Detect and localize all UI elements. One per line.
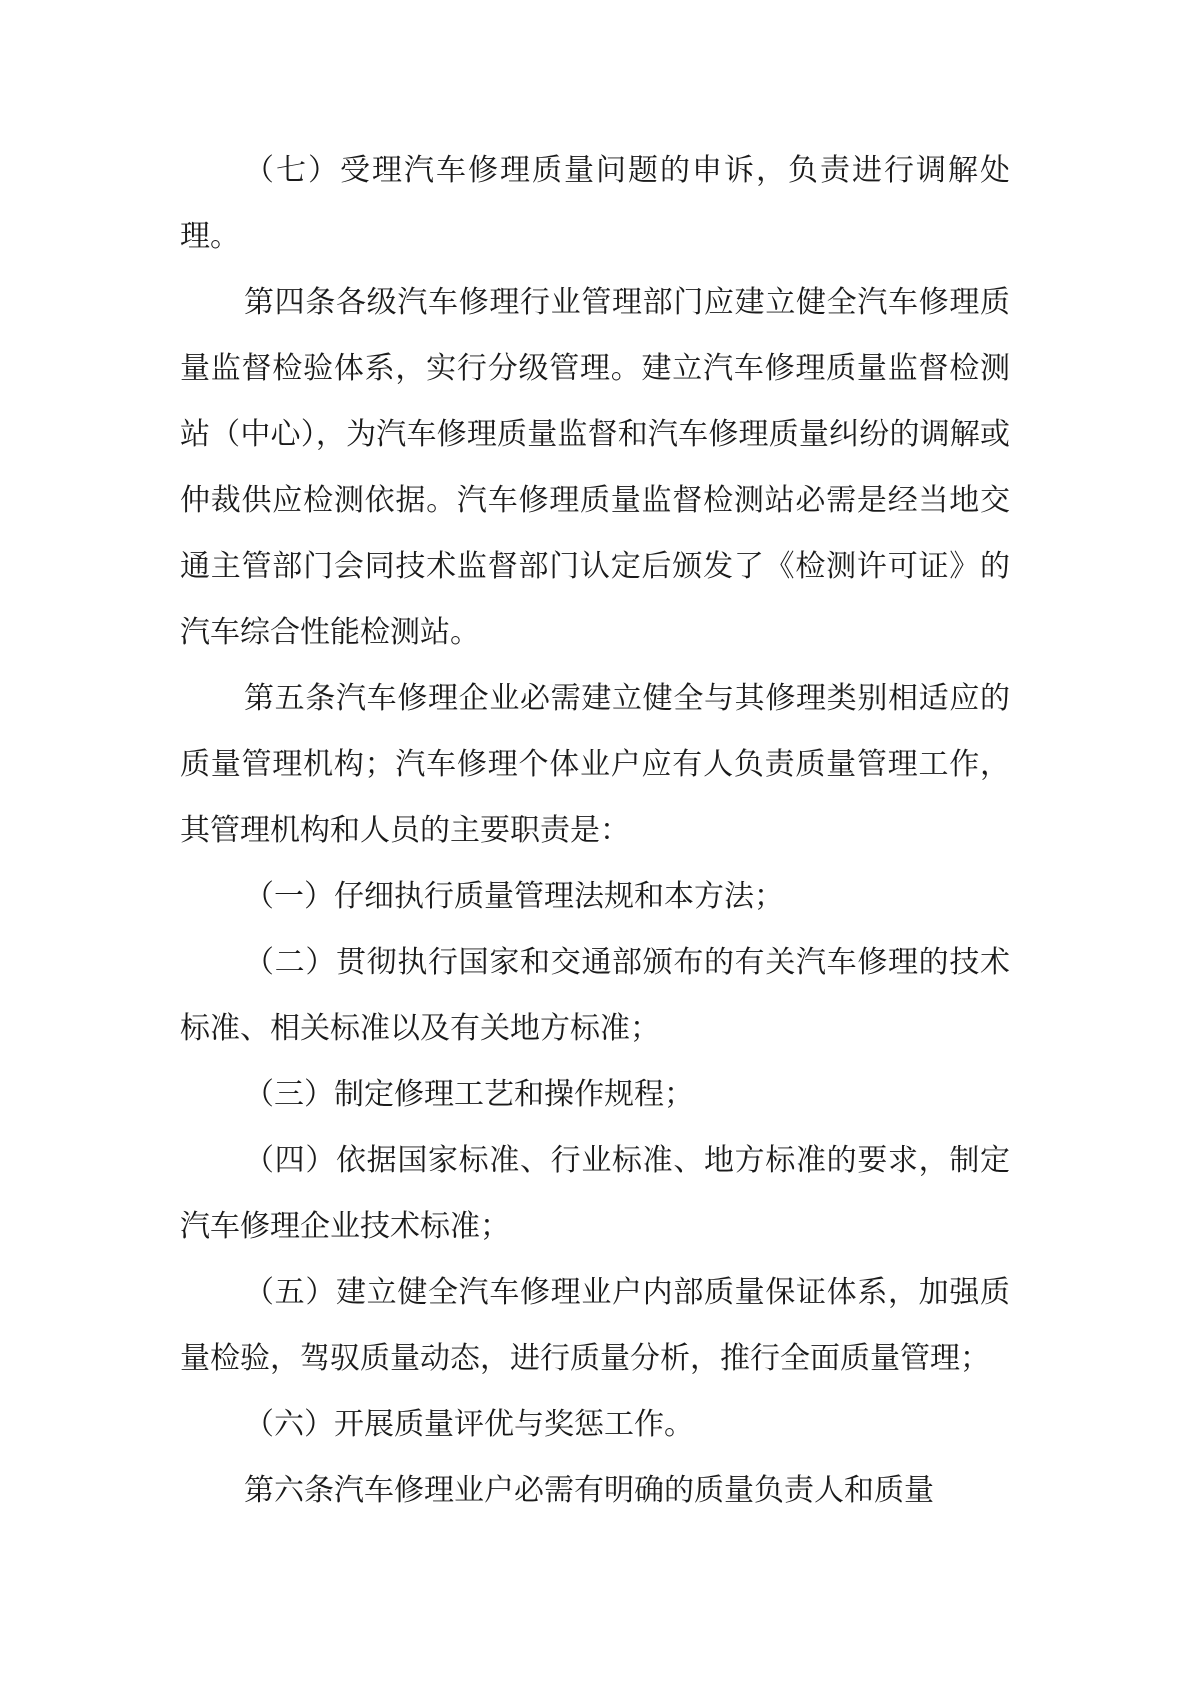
document-body — [180, 138, 1010, 1524]
paragraph-item-4: （四）依据国家标准、行业标准、地方标准的要求，制定汽车修理企业技术标准； — [180, 1143, 1010, 1244]
paragraph-article-6: 第六条汽车修理业户必需有明确的质量负责人和质量 — [244, 1473, 934, 1508]
paragraph-article-5: 第五条汽车修理企业必需建立健全与其修理类别相适应的质量管理机构；汽车修理个体业户应有人负责质量管理工作，其管理机构和人员的主要职责是： — [180, 681, 1010, 848]
paragraph-item-7: （七）受理汽车修理质量问题的申诉，负责进行调解处理。 — [180, 153, 1010, 254]
paragraph-item-3: （三）制定修理工艺和操作规程； — [244, 1077, 694, 1112]
paragraph-item-6: （六）开展质量评优与奖惩工作。 — [244, 1407, 694, 1442]
paragraph-item-5: （五）建立健全汽车修理业户内部质量保证体系，加强质量检验，驾驭质量动态，进行质量分析，推行全面质量管理； — [180, 1275, 1010, 1376]
paragraph-article-4: 第四条各级汽车修理行业管理部门应建立健全汽车修理质量监督检验体系，实行分级管理。建立汽车修理质量监督检测站（中心），为汽车修理质量监督和汽车修理质量纠纷的调解或仲裁供应检测依据。汽车修理质量监督检测站必需是经当地交通主管部门会同技术监督部门认定后颁发了《检测许可证》的汽车综合性能检测站。 — [180, 285, 1010, 650]
paragraph-item-2: （二）贯彻执行国家和交通部颁布的有关汽车修理的技术标准、相关标准以及有关地方标准； — [180, 945, 1010, 1046]
paragraph-item-1: （一）仔细执行质量管理法规和本方法； — [244, 879, 784, 914]
